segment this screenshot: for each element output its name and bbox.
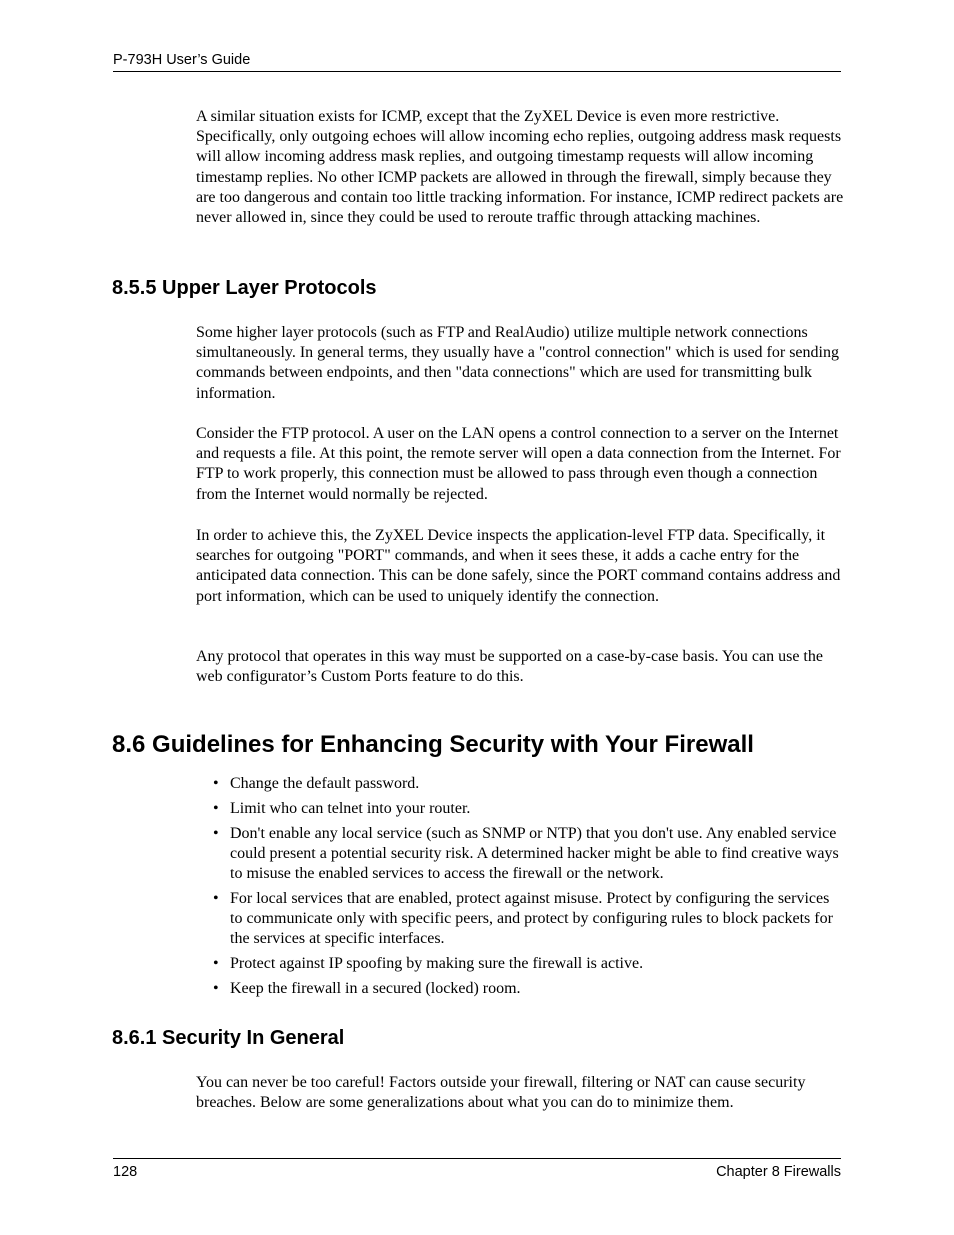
list-item-text: Protect against IP spoofing by making sure the firewall is active.: [230, 955, 644, 972]
list-item-text: Don't enable any local service (such as SNMP or NTP) that you don't use. Any enabled service could present a potential security risk. A determined hacker might be able to find creative ways to misuse the enabled services to access the firewall or the network.: [230, 824, 839, 882]
bullet-icon: •: [213, 889, 219, 907]
list-item-text: For local services that are enabled, protect against misuse. Protect by configuring the services to communicate only with specific peers, and protect by configuring rules to block packets for the services at specific interfaces.: [230, 889, 833, 948]
bullet-icon: •: [213, 775, 219, 792]
running-header: [113, 51, 841, 72]
list-item: [196, 774, 844, 794]
body-paragraph: Any protocol that operates in this way must be supported on a case-by-case basis. You can use the web configurator’s Custom Ports feature to do this.: [196, 648, 823, 686]
guide-title: P-793H User’s Guide: [113, 52, 251, 68]
bullet-icon: •: [213, 979, 219, 997]
list-item: [196, 979, 844, 999]
list-item-text: Keep the firewall in a secured (locked) room.: [230, 979, 521, 997]
list-item: [196, 824, 844, 885]
running-footer: [113, 1158, 841, 1182]
list-item-text: Limit who can telnet into your router.: [230, 799, 471, 817]
section-heading-upper-layer-protocols: 8.5.5 Upper Layer Protocols: [112, 277, 377, 299]
body-paragraph: You can never be too careful! Factors outside your firewall, filtering or NAT can cause security breaches. Below are some generalizations about what you can do to minimize them.: [196, 1074, 806, 1112]
list-item: [196, 954, 844, 974]
section-heading-guidelines: 8.6 Guidelines for Enhancing Security with Your Firewall: [112, 731, 754, 758]
list-item: [196, 799, 844, 819]
page-number: 128: [113, 1164, 138, 1180]
chapter-title: Chapter 8 Firewalls: [716, 1164, 841, 1180]
list-item: [196, 889, 844, 950]
icmp-paragraph: A similar situation exists for ICMP, except that the ZyXEL Device is even more restrictive. Specifically, only outgoing echoes will allow incoming echo replies, outgoing address mask requests will allow incoming address mask replies, and outgoing timestamp requests will allow incoming timestamp replies. No other ICMP packets are allowed in through the firewall, simply because they are too dangerous and contain too little tracking information. For instance, ICMP redirect packets are never allowed in, since they could be used to reroute traffic through attacking machines.: [196, 108, 844, 227]
section-heading-security-in-general: 8.6.1 Security In General: [112, 1027, 345, 1049]
bullet-icon: •: [213, 824, 219, 842]
body-paragraph: In order to achieve this, the ZyXEL Device inspects the application-level FTP data. Specifically, it searches for outgoing "PORT" commands, and when it sees these, it adds a cache entry for the anticipated data connection. This can be done safely, since the PORT command contains address and port information, which can be used to uniquely identify the connection.: [196, 527, 841, 605]
bullet-icon: •: [213, 799, 219, 817]
guidelines-list: [196, 774, 844, 1004]
body-paragraph: Consider the FTP protocol. A user on the LAN opens a control connection to a server on the Internet and requests a file. At this point, the remote server will open a data connection from the Internet. For FTP to work properly, this connection must be allowed to pass through even though a connection from the Internet would normally be rejected.: [196, 425, 841, 503]
bullet-icon: •: [213, 955, 219, 972]
body-paragraph: Some higher layer protocols (such as FTP and RealAudio) utilize multiple network connections simultaneously. In general terms, they usually have a "control connection" which is used for sending commands between endpoints, and then "data connections" which are used for transmitting bulk information.: [196, 324, 839, 402]
list-item-text: Change the default password.: [230, 775, 420, 792]
